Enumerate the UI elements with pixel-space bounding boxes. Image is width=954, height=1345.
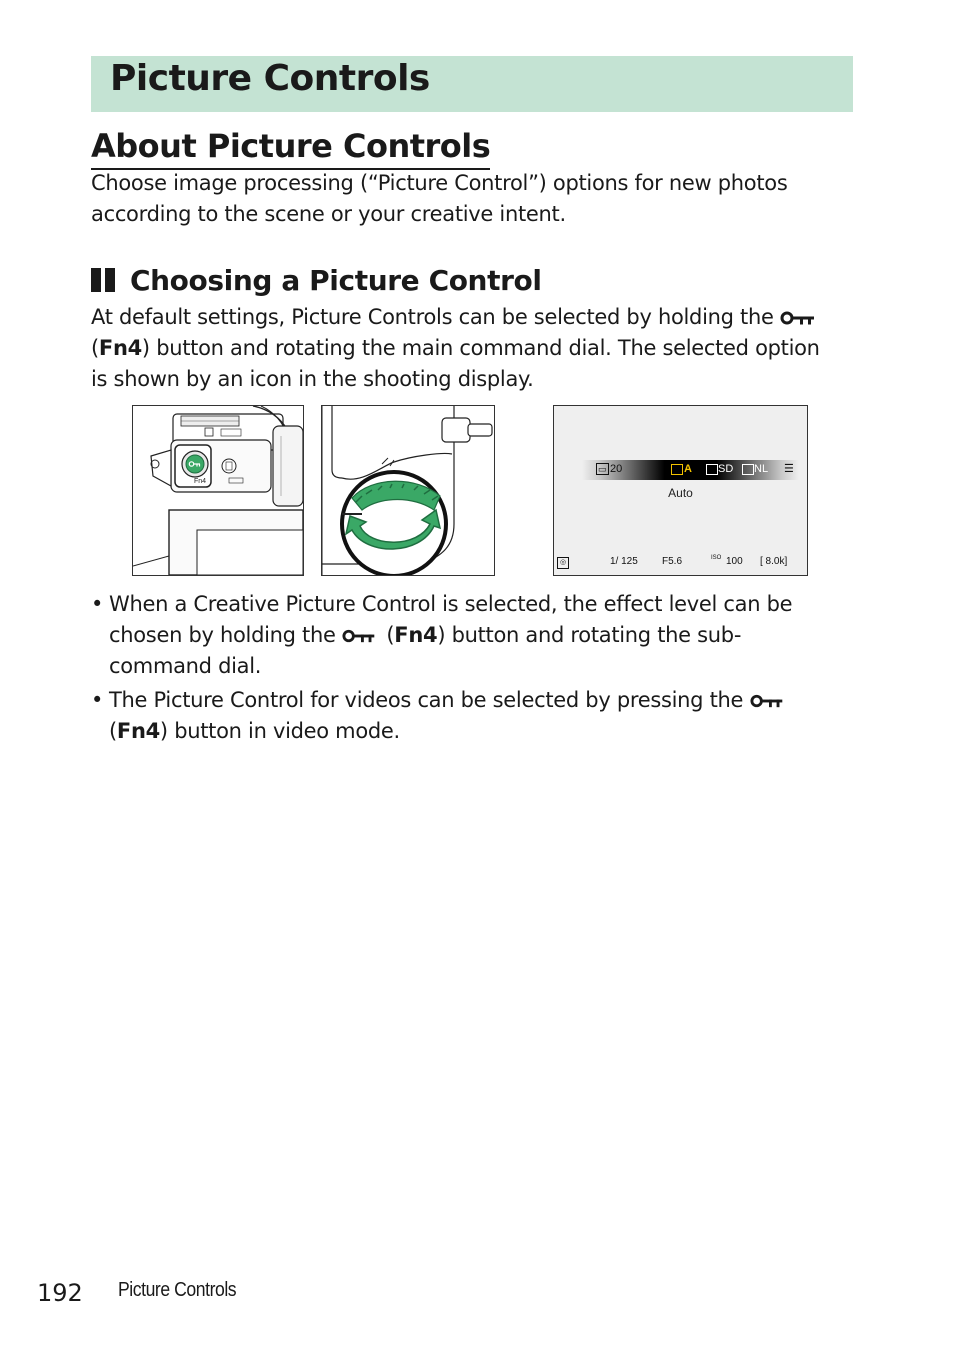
- selected-picture-control: A: [684, 463, 692, 475]
- page-number: 192: [37, 1279, 83, 1307]
- fn4-label: Fn4: [98, 336, 142, 360]
- paragraph-text-1: At default settings, Picture Controls can be selected by holding the: [91, 305, 774, 329]
- bullet-text-post: ) button and rotating the sub-command dial.: [109, 623, 742, 678]
- tips-list: [91, 589, 836, 750]
- wb-icon: ▭: [598, 464, 607, 474]
- shooting-display-figure: [553, 405, 808, 576]
- list-item: • When a Creative Picture Control is selected, the effect level can be chosen by holding the (Fn4) button and rotating the sub-command dial.: [91, 589, 836, 682]
- section-intro: Choose image processing (“Picture Control”) options for new photos according to the scene or your creative intent.: [91, 171, 788, 226]
- bullet-text-post: ) button in video mode.: [159, 719, 400, 743]
- menu-icon: ☰: [784, 463, 794, 475]
- section-marker-icon: [91, 268, 117, 292]
- section-title: About Picture Controls: [91, 124, 490, 170]
- nl-icon: [742, 464, 754, 475]
- bullet-dot: •: [91, 592, 104, 616]
- display-status-bar: [554, 554, 807, 572]
- subsection-title: Choosing a Picture Control: [130, 263, 542, 297]
- protect-key-icon: [342, 628, 380, 644]
- option-nl: NL: [754, 463, 769, 475]
- subsection-heading: [91, 262, 542, 298]
- picture-control-bar: [582, 460, 799, 480]
- subsection-paragraph: At default settings, Picture Controls can be selected by holding the (Fn4) button and rotating the main command dial. The selected option is shown by an icon in the shooting display.: [91, 305, 820, 391]
- command-dial-figure: [321, 405, 495, 576]
- fn4-label: Fn4: [116, 719, 160, 743]
- picture-control-icon: [671, 464, 683, 475]
- camera-fn4-text: Fn4: [193, 478, 206, 485]
- sd-icon: [706, 464, 718, 475]
- aperture-value: F5.6: [662, 556, 683, 567]
- iso-value: 100: [726, 556, 743, 567]
- metering-icon: ◎: [557, 557, 569, 569]
- display-value-20: 20: [610, 463, 623, 475]
- chapter-banner: [91, 56, 853, 112]
- camera-button-figure: [132, 405, 304, 576]
- bullet-text-pre: When a Creative Picture Control is selected, the effect level can be chosen by holding the: [109, 592, 793, 647]
- option-sd: SD: [718, 463, 734, 475]
- bullet-dot: •: [91, 688, 104, 712]
- iso-icon: ISO: [711, 555, 722, 561]
- chapter-title: Picture Controls: [110, 58, 430, 99]
- picture-control-name: Auto: [668, 486, 693, 500]
- protect-key-icon: [750, 693, 788, 709]
- bullet-text-pre: The Picture Control for videos can be selected by pressing the: [109, 688, 744, 712]
- fn4-label: Fn4: [394, 623, 438, 647]
- paragraph-text-2: ) button and rotating the main command dial. The selected option is shown by an icon in the shooting display.: [91, 336, 820, 391]
- protect-key-icon: [780, 310, 820, 326]
- footer-section-label: Picture Controls: [118, 1279, 237, 1301]
- list-item: • The Picture Control for videos can be selected by pressing the (Fn4) button in video mode.: [91, 685, 836, 747]
- remaining-exposures: [ 8.0k]: [760, 556, 788, 567]
- shutter-speed: 1/ 125: [610, 556, 638, 567]
